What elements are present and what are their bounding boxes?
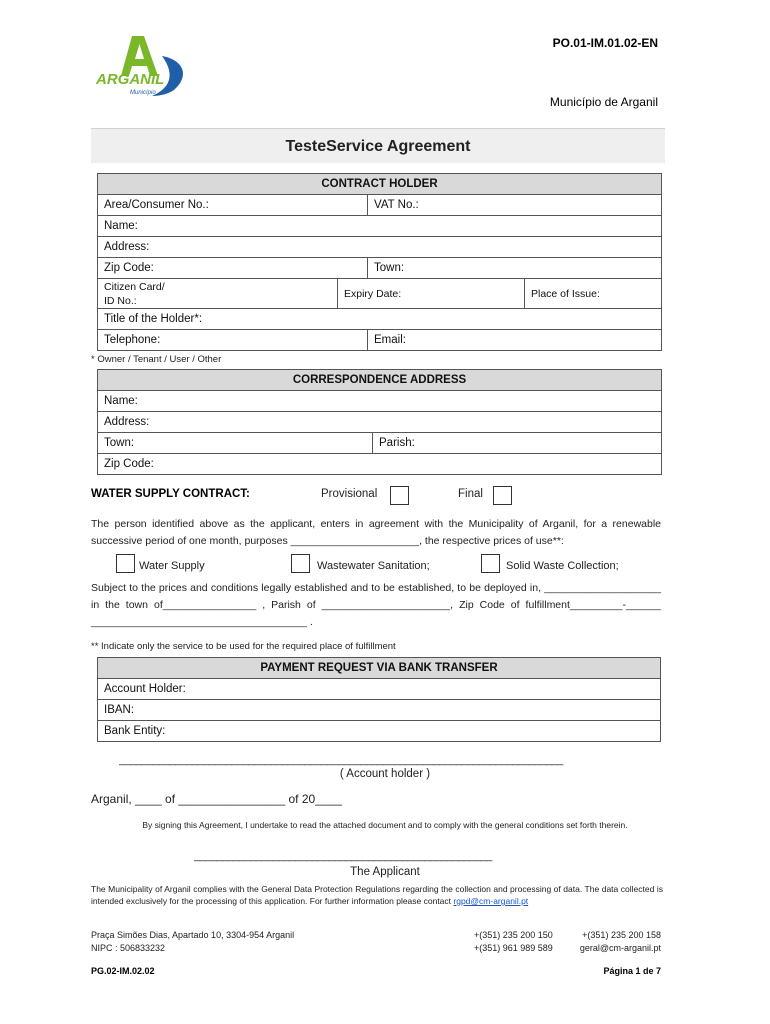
water-supply-checkbox[interactable]	[116, 554, 135, 573]
payment-heading: PAYMENT REQUEST VIA BANK TRANSFER	[98, 658, 661, 679]
telephone-field[interactable]: Telephone:	[98, 330, 368, 351]
date-line[interactable]: Arganil, ____ of ________________ of 20____	[91, 792, 342, 806]
wastewater-checkbox[interactable]	[291, 554, 310, 573]
holder-name-field[interactable]: Name:	[98, 216, 662, 237]
id-no-label: ID No.:	[104, 294, 137, 307]
corr-parish-field[interactable]: Parish:	[373, 433, 662, 454]
agreement-paragraph: The person identified above as the applicant, enters in agreement with the Municipality of Arganil, for a renewable successive period of one month, purposes ______________________, the respective prices of use**:	[91, 518, 661, 547]
correspondence-table	[97, 369, 662, 475]
contract-holder-heading: CONTRACT HOLDER	[98, 174, 662, 195]
footer-address-block	[91, 929, 294, 955]
place-of-issue-field[interactable]: Place of Issue:	[525, 279, 662, 309]
service-footnote: ** Indicate only the service to be used for the required place of fulfillment	[91, 641, 396, 652]
footer-phones	[474, 929, 553, 955]
final-checkbox[interactable]	[493, 486, 512, 505]
solid-waste-checkbox[interactable]	[481, 554, 500, 573]
gdpr-email-link[interactable]: rgpd@cm-arganil.pt	[453, 896, 529, 906]
logo-subtext: Município	[130, 90, 156, 96]
contract-holder-table	[97, 173, 662, 351]
signing-statement: By signing this Agreement, I undertake to read the attached document and to comply with the general conditions set forth therein.	[142, 820, 628, 830]
subject-paragraph: Subject to the prices and conditions legally established and to be established, to be deployed in, ____________________ in the town of________________ , Parish of ______________________, Zip Code of fulfillment_________-______ _____________________________________ .	[91, 582, 661, 628]
payment-table	[97, 657, 661, 742]
applicant-caption: The Applicant	[350, 866, 420, 878]
wastewater-option: Wastewater Sanitation;	[317, 560, 430, 572]
bank-entity-field[interactable]: Bank Entity:	[98, 721, 661, 742]
correspondence-heading: CORRESPONDENCE ADDRESS	[98, 370, 662, 391]
holder-footnote: * Owner / Tenant / User / Other	[91, 354, 222, 365]
title-of-holder-field[interactable]: Title of the Holder*:	[98, 309, 662, 330]
water-supply-label: WATER SUPPLY CONTRACT:	[91, 488, 250, 500]
account-holder-caption: ( Account holder )	[339, 768, 431, 780]
provisional-checkbox[interactable]	[390, 486, 409, 505]
footer-address: Praça Simões Dias, Apartado 10, 3304-954 Arganil	[91, 930, 295, 940]
holder-zip-field[interactable]: Zip Code:	[98, 258, 368, 279]
vat-field[interactable]: VAT No.:	[368, 195, 662, 216]
account-holder-field[interactable]: Account Holder:	[98, 679, 661, 700]
email-field[interactable]: Email:	[368, 330, 662, 351]
corr-name-field[interactable]: Name:	[98, 391, 662, 412]
footer-phone-2: +(351) 961 989 589	[474, 943, 553, 953]
footer-contacts	[575, 929, 661, 955]
area-consumer-field[interactable]: Area/Consumer No.:	[98, 195, 368, 216]
footer-email: geral@cm-arganil.pt	[579, 943, 661, 953]
page-number: Página 1 de 7	[603, 966, 661, 976]
holder-address-field[interactable]: Address:	[98, 237, 662, 258]
iban-field[interactable]: IBAN:	[98, 700, 661, 721]
citizen-card-field[interactable]	[98, 279, 338, 309]
provisional-label: Provisional	[321, 488, 378, 500]
footer-phone-1: +(351) 235 200 150	[474, 930, 553, 940]
footer-phone-3: +(351) 235 200 158	[582, 930, 661, 940]
final-label: Final	[458, 488, 483, 500]
holder-town-field[interactable]: Town:	[368, 258, 662, 279]
title-bar	[91, 128, 665, 163]
footer-code: PG.02-IM.02.02	[91, 966, 155, 976]
arganil-logo	[92, 32, 192, 100]
municipality-name: Município de Arganil	[549, 95, 658, 109]
corr-town-field[interactable]: Town:	[98, 433, 373, 454]
document-code: PO.01-IM.01.02-EN	[552, 36, 658, 50]
applicant-signature-line[interactable]: _____________________________________________________	[194, 850, 492, 862]
corr-address-field[interactable]: Address:	[98, 412, 662, 433]
footer-nipc: NIPC : 506833232	[91, 943, 166, 953]
gdpr-text: The Municipality of Arganil complies with the General Data Protection Regulations regarding the collection and processing of data. The data collected is intended exclusively for the processing of this application. For further information please contact	[91, 884, 663, 906]
expiry-date-field[interactable]: Expiry Date:	[338, 279, 525, 309]
corr-zip-field[interactable]: Zip Code:	[98, 454, 662, 475]
page-title: TesteService Agreement	[285, 138, 471, 155]
logo-text: ARGANIL	[96, 71, 165, 88]
citizen-card-label: Citizen Card/	[104, 280, 165, 293]
account-holder-signature-line[interactable]: _______________________________________________________________________________	[119, 754, 563, 766]
gdpr-notice	[91, 883, 663, 907]
water-supply-option: Water Supply	[139, 560, 205, 572]
solid-waste-option: Solid Waste Collection;	[506, 560, 619, 572]
